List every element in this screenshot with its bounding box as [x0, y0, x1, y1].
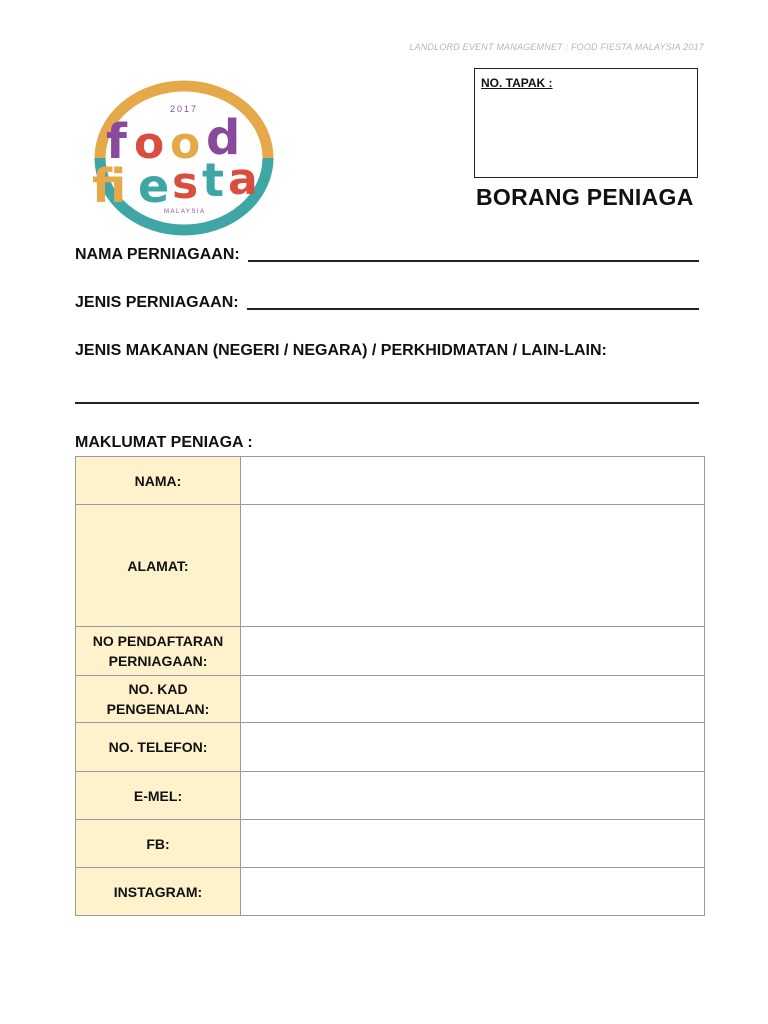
emel-input-cell[interactable] [241, 772, 705, 820]
no-kad-input-cell[interactable] [241, 676, 705, 723]
alamat-input-cell[interactable] [241, 505, 705, 627]
logo-year: 2017 [170, 104, 199, 114]
table-row [76, 772, 705, 820]
jenis-perniagaan-blank[interactable] [247, 294, 699, 310]
jenis-perniagaan-field[interactable] [75, 294, 699, 312]
maklumat-peniaga-table [75, 456, 705, 916]
header-note: LANDLORD EVENT MANAGEMNET : FOOD FIESTA MALAYSIA 2017 [409, 42, 704, 52]
nama-perniagaan-field[interactable] [75, 246, 699, 264]
nama-perniagaan-label: NAMA PERNIAGAAN: [75, 246, 240, 263]
logo-letter-o1: o [134, 118, 165, 169]
jenis-perniagaan-label: JENIS PERNIAGAAN: [75, 294, 239, 311]
table-row [76, 820, 705, 868]
logo-letter-e: e [138, 159, 170, 213]
row-label: FB: [76, 820, 241, 868]
table-row [76, 505, 705, 627]
row-label: NO PENDAFTARAN PERNIAGAAN: [76, 627, 241, 676]
nama-perniagaan-blank[interactable] [248, 246, 699, 262]
no-pendaftaran-input-cell[interactable] [241, 627, 705, 676]
logo-letter-o2: o [170, 118, 201, 169]
jenis-makanan-label: JENIS MAKANAN (NEGERI / NEGARA) / PERKHIDMATAN / LAIN-LAIN: [75, 342, 607, 359]
form-title: BORANG PENIAGA [476, 184, 694, 210]
table-row [76, 627, 705, 676]
row-label: NAMA: [76, 457, 241, 505]
row-label: NO. TELEFON: [76, 723, 241, 772]
table-row [76, 868, 705, 916]
table-row [76, 723, 705, 772]
logo-letter-a: a [228, 154, 258, 205]
jenis-makanan-field [75, 342, 699, 360]
row-label: INSTAGRAM: [76, 868, 241, 916]
instagram-input-cell[interactable] [241, 868, 705, 916]
nama-input-cell[interactable] [241, 457, 705, 505]
logo-letter-s: s [172, 158, 199, 209]
row-label: E-MEL: [76, 772, 241, 820]
jenis-makanan-blank[interactable] [75, 402, 699, 404]
fb-input-cell[interactable] [241, 820, 705, 868]
no-telefon-input-cell[interactable] [241, 723, 705, 772]
logo-letter-f1: f [106, 114, 127, 170]
logo-letter-t: t [202, 153, 224, 207]
tapak-box[interactable] [474, 68, 698, 178]
table-row [76, 676, 705, 723]
logo-country: MALAYSIA [164, 209, 206, 215]
logo-letter-fi: fi [92, 159, 127, 213]
row-label: NO. KAD PENGENALAN: [76, 676, 241, 723]
tapak-label: NO. TAPAK : [481, 76, 553, 90]
section-title: MAKLUMAT PENIAGA : [75, 434, 253, 451]
logo-letter-d: d [206, 110, 241, 166]
food-fiesta-logo [78, 72, 290, 240]
row-label: ALAMAT: [76, 505, 241, 627]
table-row [76, 457, 705, 505]
